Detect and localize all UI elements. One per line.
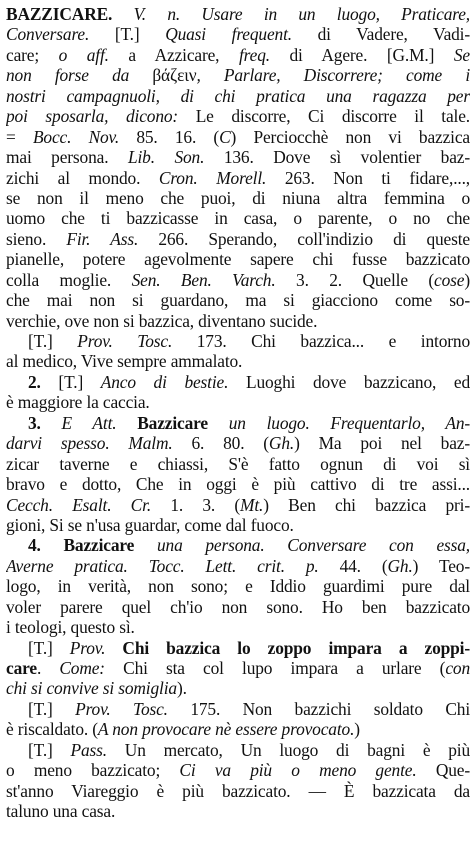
entry-line <box>6 270 470 290</box>
entry-text-segment: C <box>219 126 231 147</box>
entry-text-segment: Gh. <box>268 433 295 454</box>
entry-line <box>6 433 470 453</box>
entry-text-segment: Luoghi dove bazzicano, ed <box>245 371 470 392</box>
entry-text-segment: 4. Bazzicare <box>28 535 157 556</box>
entry-text-segment: Cron. Morell. <box>158 167 285 188</box>
entry-text-segment: , Parlare, Discorrere; come i <box>196 65 470 86</box>
entry-line <box>6 617 470 637</box>
entry-line <box>6 678 470 698</box>
entry-text-segment: Quasi frequent. <box>165 24 318 45</box>
entry-text-segment: è riscaldato. ( <box>6 719 98 740</box>
entry-text-segment: taluno una casa. <box>6 801 116 822</box>
entry-text-segment: [T.] <box>28 331 78 351</box>
entry-text-segment: voler parere quel ch'io non sono. Ho ben bazzicato <box>6 596 470 617</box>
entry-text-segment: se non il meno che puoi, di niuna altra femmina o <box>6 187 470 208</box>
entry-text-segment: Prov. <box>69 637 123 658</box>
entry-text-segment: Sen. Ben. Varch. <box>131 269 297 290</box>
entry-line <box>6 658 470 678</box>
entry-line <box>6 351 470 371</box>
entry-text-segment: ) <box>354 719 360 740</box>
entry-text-segment: [T.] <box>28 698 76 719</box>
entry-text-segment: Lib. Son. <box>127 147 224 168</box>
entry-text-segment: zicar taverne e chiassi, S'è fatto ognun di voi sì <box>6 453 470 474</box>
entry-text-segment: ) Teo- <box>412 555 470 576</box>
entry-text-segment: 3. <box>28 412 62 433</box>
entry-text-segment: Un mercato, Un luogo di bagni è più <box>124 739 470 760</box>
entry-line <box>6 331 470 351</box>
entry-text-segment: 175. Non bazzichi soldato Chi <box>190 698 470 719</box>
entry-text-segment: βάζειν <box>152 65 197 86</box>
entry-text-segment: di Vadere, Vadi- <box>317 24 470 45</box>
entry-text-segment: verchie, ove non si bazzica, diventano sucide. <box>6 310 318 331</box>
entry-text-segment: [T.] <box>114 24 166 45</box>
entry-line <box>6 638 470 658</box>
entry-text-segment: [T.] <box>58 371 101 392</box>
entry-line <box>6 24 470 44</box>
entry-line <box>6 290 470 310</box>
entry-line <box>6 4 470 24</box>
entry-text-segment: cose <box>434 269 465 290</box>
entry-text-segment: Anco di bestie. <box>100 371 246 392</box>
entry-text-segment: Mt. <box>240 494 264 515</box>
entry-text-segment: 173. Chi bazzica... e intorno <box>196 331 470 351</box>
entry-text-segment: Cecch. Esalt. Cr. <box>6 494 171 515</box>
entry-text-segment: 44. ( <box>339 555 388 576</box>
entry-text-segment: uomo che ti bazzicasse in casa, o parente, o no che <box>6 208 470 229</box>
entry-line <box>6 188 470 208</box>
entry-line <box>6 392 470 412</box>
entry-text-segment: Come: <box>59 658 124 678</box>
entry-text-segment: chi si convive si somiglia <box>6 678 177 699</box>
entry-text-segment: 1. 3. ( <box>170 494 241 515</box>
entry-text-segment: al medico, Vive sempre ammalato. <box>6 351 243 372</box>
entry-text-segment: non forse da <box>6 65 153 86</box>
entry-line <box>6 86 470 106</box>
entry-text-segment: pianelle, potere agevolmente sapere chi fusse bazzicato <box>6 249 470 270</box>
entry-line <box>6 45 470 65</box>
entry-text-segment: è maggiore la caccia. <box>6 392 150 413</box>
entry-text-segment: ) Perciocchè non vi bazzica <box>230 126 470 147</box>
entry-text-segment: Chi sta col lupo impara a urlare ( <box>123 658 446 678</box>
entry-text-segment: 263. Non ti fidare,..., <box>284 167 470 188</box>
entry-text-segment: st'anno Viareggio è più bazzicato. — È bazzicata da <box>6 780 470 801</box>
entry-line <box>6 454 470 474</box>
entry-text-segment: nostri campagnuoli, di chi pratica una ragazza per <box>6 85 470 106</box>
entry-text-segment: Que- <box>435 760 470 781</box>
entry-text-segment: care <box>6 658 37 678</box>
entry-line <box>6 208 470 228</box>
entry-line <box>6 65 470 85</box>
entry-line <box>6 249 470 269</box>
entry-line <box>6 372 470 392</box>
entry-text-segment: Gh. <box>387 555 413 576</box>
entry-text-segment: 85. 16. ( <box>136 126 220 147</box>
entry-line <box>6 781 470 801</box>
entry-line <box>6 556 470 576</box>
entry-line <box>6 495 470 515</box>
entry-text-segment: ). <box>176 678 187 699</box>
entry-text-segment: poi sposarla, dicono: <box>6 106 196 127</box>
entry-text-segment: un luogo. Frequentarlo, An- <box>228 412 470 433</box>
entry-line <box>6 740 470 760</box>
entry-text-segment: Le discorre, Ci discorre il tale. <box>195 106 470 127</box>
entry-line <box>6 168 470 188</box>
entry-text-segment: bravo e dotto, Che in oggi è più cattivo di tre assi... <box>6 474 470 495</box>
entry-text-segment: ) Ma poi nel baz- <box>294 433 470 454</box>
entry-text-segment: Ci va più o meno gente. <box>179 760 436 781</box>
entry-text-segment: Conversare. <box>6 24 115 45</box>
entry-text-segment: A non provocare nè essere provocato. <box>97 719 355 740</box>
entry-text-segment: 136. Dove sì volentier baz- <box>223 147 470 168</box>
entry-text-segment: zichi al mondo. <box>6 167 159 188</box>
entry-text-segment: sieno. <box>6 228 67 249</box>
entry-text-segment: darvi spesso. Malm. <box>6 433 192 454</box>
entry-line <box>6 474 470 494</box>
entry-line <box>6 801 470 821</box>
entry-text-segment: di Agere. [G.M.] <box>289 44 454 65</box>
entry-text-segment: BAZZICARE. <box>6 4 134 24</box>
entry-line <box>6 535 470 555</box>
entry-line <box>6 576 470 596</box>
entry-text-segment: [T.] <box>28 739 71 760</box>
entry-text-segment: mai persona. <box>6 147 128 168</box>
entry-text-segment: colla moglie. <box>6 269 132 290</box>
entry-text-segment: care; <box>6 44 59 65</box>
entry-text-segment: gioni, Si se n'usa guardar, come dal fuoco. <box>6 514 294 535</box>
entry-text-segment: = <box>6 126 33 147</box>
entry-text-segment: ) Ben chi bazzica pri- <box>263 494 470 515</box>
entry-text-segment: 266. Sperando, coll'indizio di queste <box>158 228 470 249</box>
entry-line <box>6 413 470 433</box>
entry-text-segment: 2. <box>28 371 59 392</box>
entry-line <box>6 311 470 331</box>
entry-line <box>6 597 470 617</box>
entry-line <box>6 229 470 249</box>
entry-text-segment: che mai non si guardano, ma si giacciono come so- <box>6 290 470 311</box>
entry-line <box>6 699 470 719</box>
dictionary-entry-bazzicare <box>6 4 470 822</box>
entry-line <box>6 106 470 126</box>
entry-text-segment: V. n. Usare in un luogo, Praticare, <box>133 4 470 24</box>
entry-text-segment: freq. <box>238 44 290 65</box>
entry-text-segment: [T.] <box>28 637 70 658</box>
entry-text-segment: logo, in verità, non sono; e Iddio guardimi pure dal <box>6 576 470 597</box>
entry-line <box>6 147 470 167</box>
entry-text-segment: Chi bazzica lo zoppo impara a zoppi- <box>122 637 470 658</box>
entry-line <box>6 515 470 535</box>
entry-text-segment: con <box>445 658 470 678</box>
entry-text-segment: Se <box>453 44 470 65</box>
entry-line <box>6 719 470 739</box>
entry-text-segment: i teologi, questo sì. <box>6 617 135 638</box>
entry-text-segment: Bazzicare <box>137 412 229 433</box>
entry-text-segment: Prov. Tosc. <box>75 698 191 719</box>
entry-text-segment: o aff. <box>58 44 129 65</box>
entry-text-segment: 3. 2. Quelle ( <box>296 269 435 290</box>
entry-text-segment: una persona. Conversare con essa, <box>156 535 470 556</box>
entry-text-segment: Fir. Ass. <box>66 228 159 249</box>
entry-text-segment: Averne pratica. Tocc. Lett. crit. p. <box>6 555 340 576</box>
entry-text-segment: o meno bazzicato; <box>6 760 180 781</box>
entry-text-segment: Pass. <box>70 739 125 760</box>
entry-line <box>6 760 470 780</box>
entry-text-segment: ) <box>464 269 470 290</box>
entry-text-segment: . <box>36 658 60 678</box>
entry-text-segment: Bocc. Nov. <box>32 126 137 147</box>
entry-text-segment: 6. 80. ( <box>191 433 269 454</box>
entry-text-segment: Prov. Tosc. <box>77 331 197 351</box>
entry-text-segment: a Azzicare, <box>128 44 239 65</box>
entry-line <box>6 127 470 147</box>
entry-text-segment: E Att. <box>61 412 138 433</box>
